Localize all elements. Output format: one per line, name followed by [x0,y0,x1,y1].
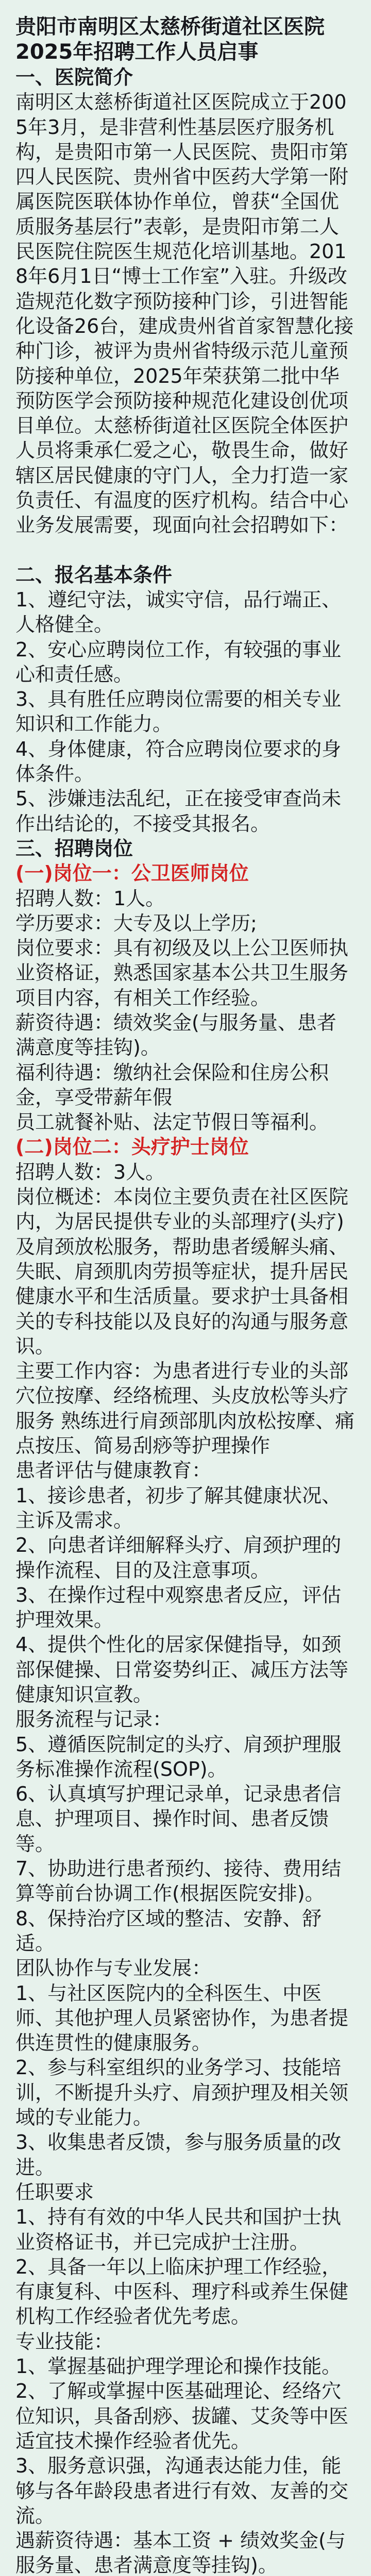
post-1-line: 福利待遇：缴纳社会保险和住房公积金，享受带薪年假 [15,1061,329,1109]
condition-item-2: 2、安心应聘岗位工作，有较强的事业心和责任感。 [15,638,342,686]
section-1-heading: 一、医院简介 [15,66,133,89]
post-2-line: 1、与社区医院内的全科医生、中医师、其他护理人员紧密协作，为患者提供连贯性的健康服务。 [15,1981,349,2055]
condition-item-4: 4、身体健康，符合应聘岗位要求的身体条件。 [15,737,342,786]
post-2-line: 8、保持治疗区域的整洁、安静、舒适。 [15,1907,322,1955]
post-2-line: 主要工作内容：为患者进行专业的头部穴位按摩、经络梳理、头皮放松等头疗服务 熟练进行肩颈部肌肉放松按摩、痛点按压、简易刮痧等护理操作 [15,1360,355,1458]
condition-item-3: 3、具有胜任应聘岗位需要的相关专业知识和工作能力。 [15,688,342,736]
post-2-line: 任职要求 [15,2180,94,2204]
post-2-line: 岗位概述：本岗位主要负责在社区医院内，为居民提供专业的头部理疗(头疗)及肩颈放松服务，帮助患者缓解头痛、失眠、肩颈肌肉劳损等症状，提升居民健康水平和生活质量。要求护士具备相关的专科技能以及良好的沟通与服务意识。 [15,1185,349,1358]
post-2-line: 患者评估与健康教育： [15,1459,212,1482]
post-2-line: 3、服务意识强，沟通表达能力佳，能够与各年龄段患者进行有效、友善的交流。 [15,2454,349,2527]
title-line-2: 2025年招聘工作人员启事 [15,40,259,64]
post-2-line: 2、参与科室组织的业务学习、技能培训，不断提升头疗、肩颈护理及相关领域的专业能力。 [15,2056,349,2129]
hospital-intro-paragraph: 南明区太慈桥街道社区医院成立于2005年3月，是非营利性基层医疗服务机构，是贵阳市第一人民医院、贵阳市第四人民医院、贵州省中医药大学第一附属医院医联体协作单位，曾获“全国优质服务基层行”表彰，是贵阳市第二人民医院住院医生规范化培训基地。2018年6月1日“博士工作室”入驻。升级改造规范化数字预防接种门诊，引进智能化设备26台，建成贵州省首家智慧化接种门诊，被评为贵州省特级示范儿童预防接种单位，2025年荣获第二批中华预防医学会预防接种规范化建设创优项目单位。太慈桥街道社区医院全体医护人员将秉承仁爱之心，敬畏生命，做好辖区居民健康的守门人，全力打造一家负责任、有温度的医疗机构。结合中心业务发展需要，现面向社会招聘如下： [15,91,354,537]
condition-item-1: 1、遵纪守法，诚实守信，品行端正、人格健全。 [15,588,342,636]
post-2-line: 招聘人数：3人。 [15,1160,165,1183]
post-2-line: 2、具备一年以上临床护理工作经验，有康复科、中医科、理疗科或养生保健机构工作经验者优先考虑。 [15,2255,349,2328]
post-2-line: 遇薪资待遇：基本工资 + 绩效奖金(与服务量、患者满意度等挂钩)。 [15,2529,346,2576]
post-2-line: 服务流程与记录： [15,1708,173,1731]
spacer [15,538,356,563]
post-2-line: 7、协助进行患者预约、接待、费用结算等前台协调工作(根据医院安排)。 [15,1857,342,1905]
post-2-line: 4、提供个性化的居家保健指导，如颈部保健操、日常姿势纠正、减压方法等健康知识宣教。 [15,1633,349,1706]
post-1-line: 学历要求：大专及以上学历; [15,911,257,935]
post-2-line: 团队协作与专业发展： [15,1957,212,1980]
post-1-line: 员工就餐补贴、法定节假日等福利。 [15,1111,329,1134]
post-1-title: (一)岗位一：公卫医师岗位 [15,862,249,885]
section-2-heading: 二、报名基本条件 [15,563,173,586]
post-2-line: 5、遵循医院制定的头疗、肩颈护理服务标准操作流程(SOP)。 [15,1733,342,1781]
post-2-line: 1、掌握基础护理学理论和操作技能。 [15,2355,342,2378]
post-2-line: 1、接诊患者，初步了解其健康状况、主诉及需求。 [15,1484,342,1532]
post-2-line: 2、了解或掌握中医基础理论、经络穴位知识，具备刮痧、拔罐、艾灸等中医适宜技术操作经验者优先。 [15,2380,349,2452]
post-2-line: 1、持有有效的中华人民共和国护士执业资格证书，并已完成护士注册。 [15,2206,342,2253]
page-title [15,14,356,65]
post-1-line: 薪资待遇：绩效奖金(与服务量、患者满意度等挂钩)。 [15,1011,336,1059]
post-2-title: (二)岗位二：头疗护士岗位 [15,1136,249,1159]
post-2-line: 3、收集患者反馈，参与服务质量的改进。 [15,2131,342,2179]
condition-item-5: 5、涉嫌违法乱纪，正在接受审查尚未作出结论的，不接受其报名。 [15,787,342,835]
post-2-line: 3、在操作过程中观察患者反应，评估护理效果。 [15,1583,342,1632]
title-line-1: 贵阳市南明区太慈桥街道社区医院 [15,15,325,39]
section-3-heading: 三、招聘岗位 [15,837,133,860]
post-1-line: 招聘人数：1人。 [15,887,165,910]
post-2-line: 2、向患者详细解释头疗、肩颈护理的操作流程、目的及注意事项。 [15,1534,342,1582]
post-2-line: 专业技能： [15,2330,114,2353]
post-1-line: 岗位要求：具有初级及以上公卫医师执业资格证，熟悉国家基本公共卫生服务项目内容，有相关工作经验。 [15,937,349,1009]
post-2-line: 6、认真填写护理记录单，记录患者信息、护理项目、操作时间、患者反馈等。 [15,1783,342,1855]
